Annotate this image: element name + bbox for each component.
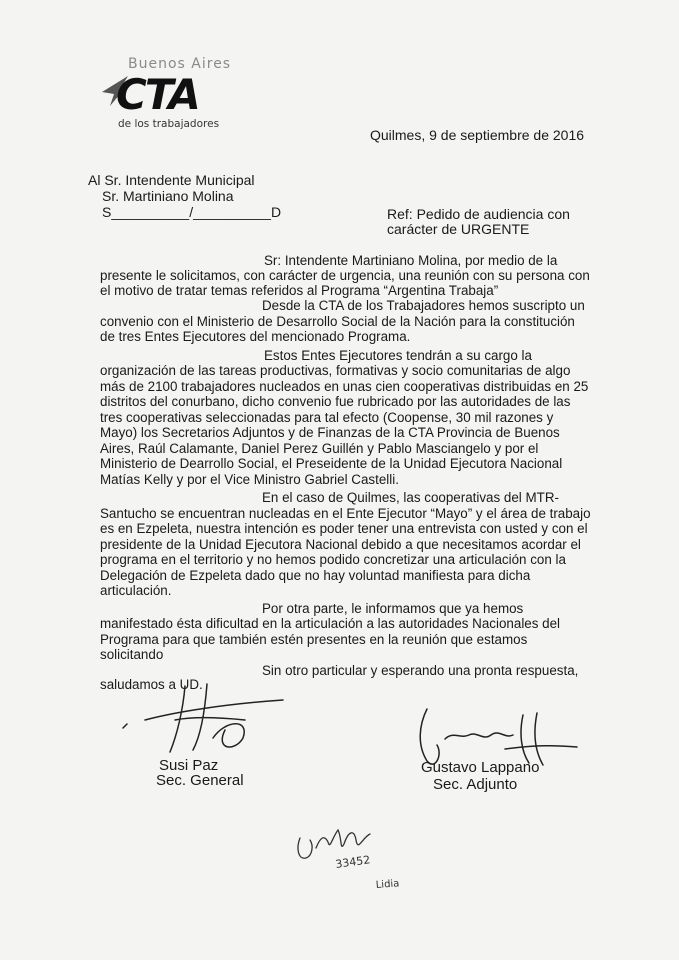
closing-line: Sin otro particular y esperando una pronta respuesta, [262, 663, 579, 678]
body-line: En el caso de Quilmes, las cooperativas del MTR- [262, 490, 559, 505]
date-line: Quilmes, 9 de septiembre de 2016 [370, 127, 585, 143]
recipient-line-3: S__________/__________D [102, 204, 282, 220]
body-line: Por otra parte, le informamos que ya hemos [262, 601, 524, 616]
body-line: presidente de la Unidad Ejecutora Nacional debido a que necesitamos acordar el [100, 537, 581, 552]
recipient-line-1: Al Sr. Intendente Municipal [88, 172, 255, 188]
body-line: es en Ezpeleta, nuestra intención es poder tener una entrevista con usted y con el [100, 521, 588, 536]
body-line: manifestado ésta dificultad en la articulación a las autoridades Nacionales del [100, 616, 561, 631]
body-line: organización de las tareas productivas, formativas y socio comunitarias de algo [100, 363, 571, 378]
body-line: Estos Entes Ejecutores tendrán a su cargo la [264, 348, 532, 363]
body-line: Santucho se encuentran nucleadas en el Ente Ejecutor “Mayo” y el área de trabajo [100, 506, 591, 521]
body-line: el motivo de tratar temas referidos al Programa “Argentina Trabaja” [100, 283, 499, 298]
right-signer-name: Gustavo Lappano [421, 759, 540, 776]
body-line: tres cooperativas seleccionadas para tal efecto (Coopense, 30 mil razones y [100, 410, 554, 425]
body-line: Desde la CTA de los Trabajadores hemos suscripto un [262, 298, 585, 313]
cta-logo [100, 56, 250, 136]
receipt-word: Lidia [375, 878, 400, 891]
left-signer-title: Sec. General [156, 772, 244, 789]
logo-region: Buenos Aires [128, 56, 232, 72]
body-line: programa en el territorio y no hemos podido concretizar una articulación con la [100, 552, 566, 567]
logo-acronym: CTA [116, 70, 199, 119]
right-signer-title: Sec. Adjunto [433, 776, 518, 793]
receipt-number: 33452 [334, 853, 372, 871]
body-line: de tres Entes Ejecutores del mencionado Programa. [100, 329, 411, 344]
recipient-line-2: Sr. Martiniano Molina [102, 188, 234, 204]
body-line: articulación. [100, 583, 172, 598]
reference-line-2: carácter de URGENTE [387, 221, 530, 237]
body-line: Sr: Intendente Martiniano Molina, por medio de la [264, 253, 558, 268]
logo-subtitle: de los trabajadores [118, 118, 220, 130]
body-line: Aires, Raúl Calamante, Daniel Perez Guillén y Pablo Masciangelo y por el [100, 441, 539, 456]
body-line: solicitando [100, 647, 164, 662]
body-line: distritos del conurbano, dicho convenio fue rubricado por las autoridades de las [100, 394, 571, 409]
body-line: Ministerio de Dearrollo Social, el Preseidente de la Unidad Ejecutora Nacional [100, 456, 563, 471]
signature-susi-paz [115, 680, 295, 760]
closing-line: saludamos a UD. [100, 677, 203, 692]
body-line: Delegación de Ezpeleta dado que no hay voluntad manifiesta para dicha [100, 568, 531, 583]
left-signer-name: Susi Paz [159, 757, 219, 774]
reference-line-1: Ref: Pedido de audiencia con [387, 206, 570, 222]
handwritten-receipt-scribble [292, 808, 432, 898]
body-line: Programa para que también estén presentes en la reunión que estamos [100, 632, 528, 647]
body-line: convenio con el Ministerio de Desarrollo Social de la Nación para la constitución [100, 314, 575, 329]
body-line: Mayo) los Secretarios Adjuntos y de Finanzas de la CTA Provincia de Buenos [100, 425, 560, 440]
body-line: más de 2100 trabajadores nucleados en unas cien cooperativas distribuidas en 25 [100, 379, 589, 394]
body-line: presente le solicitamos, con carácter de urgencia, una reunión con su persona con [100, 268, 590, 283]
body-line: Matías Kelly y por el Vice Ministro Gabriel Castelli. [100, 472, 399, 487]
